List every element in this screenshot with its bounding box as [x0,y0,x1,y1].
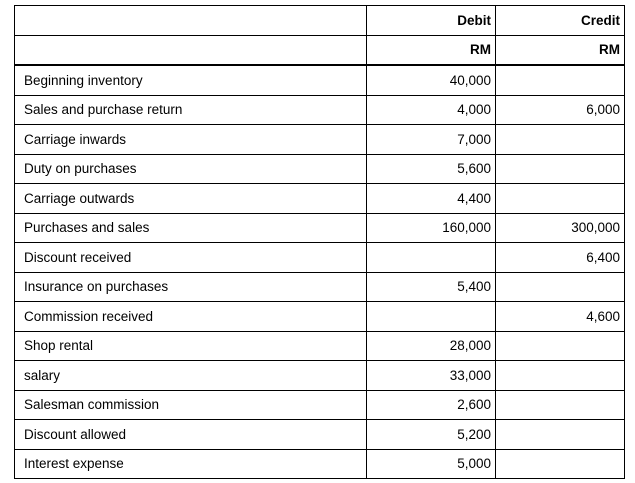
row-item: Carriage outwards [15,184,367,214]
table-row [15,420,625,450]
row-credit: 300,000 [496,213,625,243]
table-row [15,213,625,243]
row-credit [496,420,625,450]
row-credit [496,390,625,420]
row-credit [496,154,625,184]
row-debit: 40,000 [367,65,496,95]
row-item: Shop rental [15,331,367,361]
row-credit [496,184,625,214]
table-row [15,390,625,420]
row-credit: 4,600 [496,302,625,332]
row-credit [496,65,625,95]
table-row [15,449,625,479]
row-item: Purchases and sales [15,213,367,243]
table-row [15,125,625,155]
table-row [15,184,625,214]
row-credit: 6,400 [496,243,625,273]
row-item: Duty on purchases [15,154,367,184]
table-row [15,302,625,332]
table-row [15,331,625,361]
row-debit: 5,000 [367,449,496,479]
credit-header: Credit [496,6,625,36]
row-debit: 160,000 [367,213,496,243]
row-debit [367,243,496,273]
row-item: Salesman commission [15,390,367,420]
row-credit: 6,000 [496,95,625,125]
row-item: Discount allowed [15,420,367,450]
row-item: Beginning inventory [15,65,367,95]
table-row [15,65,625,95]
row-item: Commission received [15,302,367,332]
credit-unit: RM [496,35,625,65]
trial-balance-table [14,5,625,479]
row-item: Carriage inwards [15,125,367,155]
row-credit [496,331,625,361]
row-item: Interest expense [15,449,367,479]
row-debit: 5,200 [367,420,496,450]
debit-unit: RM [367,35,496,65]
row-item: Sales and purchase return [15,95,367,125]
row-item: Discount received [15,243,367,273]
row-debit: 2,600 [367,390,496,420]
header-blank-cell [15,6,367,36]
row-debit: 4,000 [367,95,496,125]
unit-blank-cell [15,35,367,65]
debit-header: Debit [367,6,496,36]
row-credit [496,272,625,302]
row-debit: 7,000 [367,125,496,155]
table-row [15,272,625,302]
row-credit [496,361,625,391]
row-debit: 5,400 [367,272,496,302]
row-debit: 28,000 [367,331,496,361]
row-item: salary [15,361,367,391]
row-credit [496,449,625,479]
table-row [15,154,625,184]
header-row [15,6,625,36]
row-item: Insurance on purchases [15,272,367,302]
unit-row [15,35,625,65]
row-debit: 4,400 [367,184,496,214]
table-row [15,361,625,391]
row-credit [496,125,625,155]
row-debit: 33,000 [367,361,496,391]
row-debit [367,302,496,332]
table-row [15,95,625,125]
row-debit: 5,600 [367,154,496,184]
table-row [15,243,625,273]
